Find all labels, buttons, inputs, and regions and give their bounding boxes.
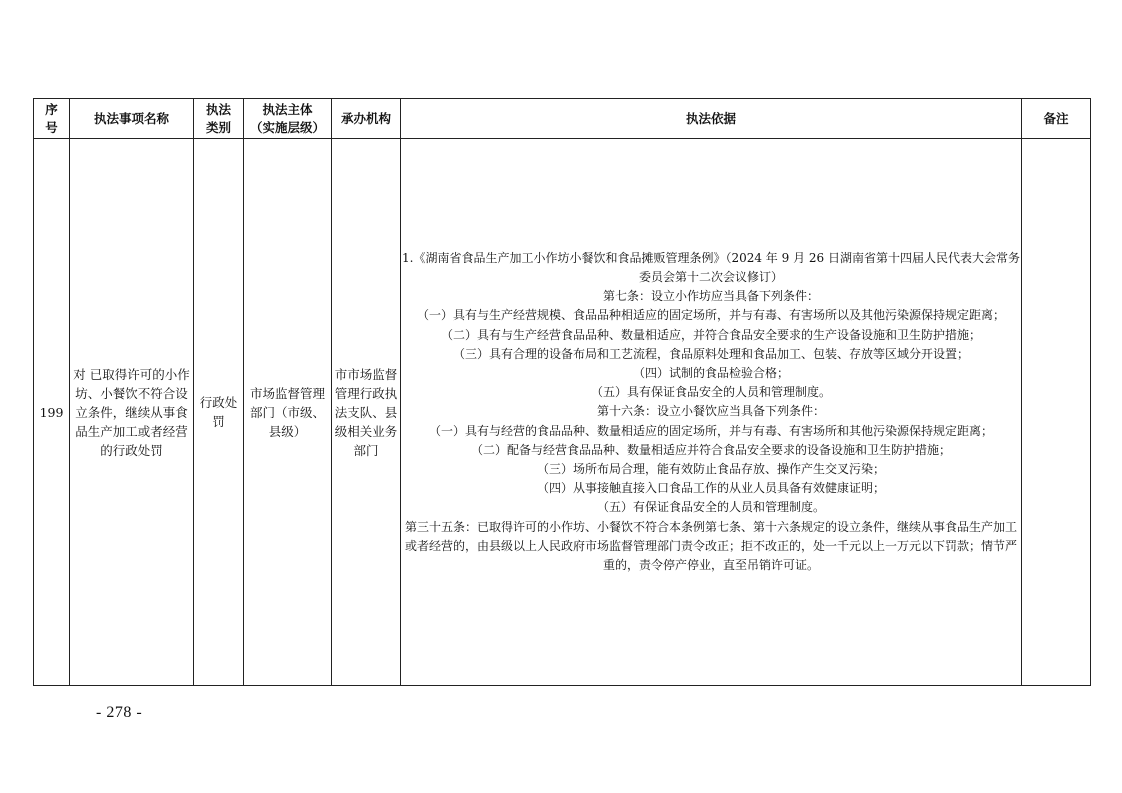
cell-basis bbox=[401, 139, 1022, 686]
basis-line: 第十六条：设立小餐饮应当具备下列条件： bbox=[596, 404, 825, 419]
basis-line: （三）场所布局合理，能有效防止食品存放、操作产生交叉污染； bbox=[536, 462, 885, 476]
header-category-line2: 类别 bbox=[205, 119, 231, 135]
cell-remarks bbox=[1022, 139, 1091, 686]
table-row bbox=[34, 139, 1091, 686]
header-basis: 执法依据 bbox=[401, 99, 1022, 139]
cell-subject: 市场监督管理部门（市级、县级） bbox=[244, 139, 332, 686]
header-seq-line2: 号 bbox=[45, 119, 58, 135]
table-header-row bbox=[34, 99, 1091, 139]
basis-line: （四）试制的食品检验合格； bbox=[632, 365, 789, 380]
basis-line: （一）具有与经营的食品品种、数量相适应的固定场所，并与有毒、有害场所和其他污染源保持规定距离； bbox=[428, 423, 993, 438]
header-seq bbox=[34, 99, 70, 139]
header-category bbox=[194, 99, 244, 139]
header-item-name: 执法事项名称 bbox=[70, 99, 194, 139]
basis-line: （五）具有保证食品安全的人员和管理制度。 bbox=[590, 385, 831, 400]
cell-seq: 199 bbox=[34, 139, 70, 686]
cell-agency: 市市场监督管理行政执法支队、县级相关业务部门 bbox=[332, 139, 401, 686]
header-remarks: 备注 bbox=[1022, 99, 1091, 139]
header-subject bbox=[244, 99, 332, 139]
header-agency: 承办机构 bbox=[332, 99, 401, 139]
basis-line: （五）有保证食品安全的人员和管理制度。 bbox=[596, 500, 825, 515]
cell-category: 行政处罚 bbox=[194, 139, 244, 686]
cell-item-name: 对 已取得许可的小作坊、小餐饮不符合设立条件，继续从事食品生产加工或者经营的行政处罚 bbox=[70, 139, 194, 686]
enforcement-table bbox=[33, 98, 1091, 686]
basis-line: （一）具有与生产经营规模、食品品种相适应的固定场所，并与有毒、有害场所以及其他污染源保持规定距离； bbox=[416, 308, 1005, 323]
header-subject-line2: （实施层级） bbox=[249, 119, 325, 135]
basis-line: （四）从事接触直接入口食品工作的从业人员具备有效健康证明； bbox=[536, 481, 885, 496]
header-subject-line1: 执法主体 bbox=[262, 101, 313, 117]
basis-line: 1.《湖南省食品生产加工小作坊小餐饮和食品摊贩管理条例》（2024 年 9 月 26 日湖南省第十四届人民代表大会常务委员会第十二次会议修订） bbox=[402, 250, 1020, 284]
basis-line: （三）具有合理的设备布局和工艺流程，食品原料处理和食品加工、包装、存放等区域分开设置； bbox=[452, 346, 969, 361]
basis-line: 第三十五条：已取得许可的小作坊、小餐饮不符合本条例第七条、第十六条规定的设立条件，继续从事食品生产加工或者经营的，由县级以上人民政府市场监督管理部门责令改正；拒不改正的，处一千元以上一万元以下罚款；情节严重的，责令停产停业，直至吊销许可证。 bbox=[404, 519, 1017, 573]
header-seq-line1: 序 bbox=[45, 101, 58, 117]
basis-line: （二）具有与生产经营食品品种、数量相适应，并符合食品安全要求的生产设备设施和卫生防护措施； bbox=[440, 327, 981, 342]
page-number: - 278 - bbox=[96, 704, 143, 721]
header-category-line1: 执法 bbox=[205, 101, 231, 117]
basis-line: 第七条：设立小作坊应当具备下列条件： bbox=[602, 289, 819, 304]
basis-line: （二）配备与经营食品品种、数量相适应并符合食品安全要求的设备设施和卫生防护措施； bbox=[470, 442, 951, 457]
